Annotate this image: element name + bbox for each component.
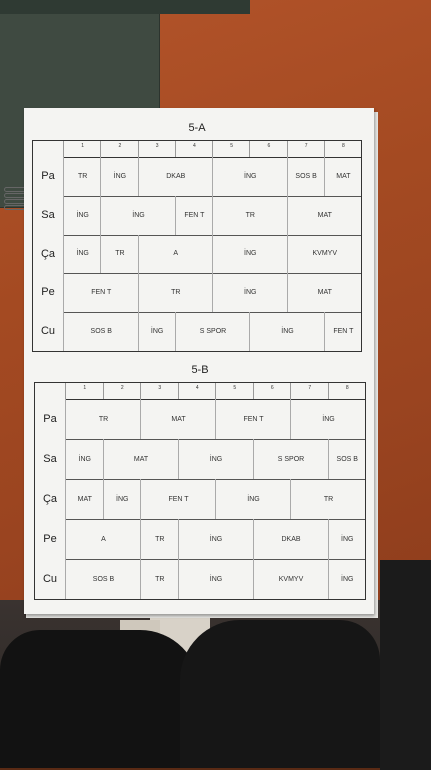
timetable-row — [63, 157, 361, 197]
lesson-cell: İNG — [178, 559, 254, 599]
lesson-cell: S SPOR — [175, 312, 251, 351]
lesson-cell: TR — [140, 559, 179, 599]
table-frame — [34, 382, 366, 600]
lesson-cell: A — [138, 235, 214, 274]
lesson-cell: KVMYV — [253, 559, 329, 599]
lesson-cell: TR — [65, 399, 141, 439]
lesson-cell: MAT — [287, 196, 363, 235]
period-number: 5 — [212, 141, 250, 157]
day-label: Ça — [40, 247, 56, 260]
chair — [380, 560, 431, 770]
table-title: 5-B — [191, 364, 209, 376]
lesson-cell: İNG — [178, 439, 254, 479]
period-number: 7 — [287, 141, 325, 157]
timetable-row — [65, 399, 365, 440]
day-label: Pe — [43, 533, 57, 545]
lesson-cell: MAT — [65, 479, 104, 519]
period-number: 6 — [253, 383, 292, 399]
lesson-cell: İNG — [138, 312, 176, 351]
lesson-cell: TR — [212, 196, 288, 235]
lesson-cell: İNG — [215, 479, 291, 519]
lesson-cell: A — [65, 519, 141, 559]
lesson-cell: İNG — [212, 157, 288, 196]
period-number: 7 — [290, 383, 329, 399]
period-number: 4 — [175, 141, 213, 157]
lesson-cell: FEN T — [175, 196, 213, 235]
period-header — [63, 141, 361, 158]
lesson-cell: TR — [138, 273, 214, 312]
notebook-cover-top — [0, 0, 250, 14]
lesson-cell: TR — [100, 235, 138, 274]
lesson-cell: SOS B — [287, 157, 325, 196]
timetable-row — [63, 273, 361, 313]
lesson-cell: TR — [63, 157, 101, 196]
day-label: Ça — [42, 493, 58, 505]
period-number: 3 — [140, 383, 179, 399]
day-label: Cu — [42, 573, 58, 585]
period-header — [65, 383, 365, 400]
lesson-cell: MAT — [140, 399, 216, 439]
period-number: 5 — [215, 383, 254, 399]
day-label: Pa — [43, 413, 57, 425]
lesson-cell: FEN T — [63, 273, 139, 312]
table-frame — [32, 140, 362, 352]
timetable-row — [65, 559, 365, 599]
lesson-cell: İNG — [103, 479, 142, 519]
period-number: 1 — [63, 141, 101, 157]
lesson-cell: İNG — [328, 519, 367, 559]
day-label: Sa — [41, 208, 55, 221]
person-leg-right — [180, 620, 380, 768]
lesson-cell: FEN T — [140, 479, 216, 519]
timetable-row — [65, 479, 365, 520]
lesson-cell: SOS B — [63, 312, 139, 351]
lesson-cell: İNG — [178, 519, 254, 559]
lesson-cell: S SPOR — [253, 439, 329, 479]
period-number: 8 — [328, 383, 367, 399]
lesson-cell: MAT — [324, 157, 362, 196]
person-leg-left — [0, 630, 200, 768]
lesson-cell: SOS B — [328, 439, 367, 479]
period-number: 1 — [65, 383, 104, 399]
timetable-row — [65, 519, 365, 560]
period-number: 6 — [249, 141, 287, 157]
lesson-cell: İNG — [63, 196, 101, 235]
lesson-cell: FEN T — [215, 399, 291, 439]
lesson-cell: İNG — [100, 157, 138, 196]
lesson-cell: SOS B — [65, 559, 141, 599]
period-number: 2 — [100, 141, 138, 157]
lesson-cell: MAT — [287, 273, 363, 312]
timetable-row — [65, 439, 365, 480]
lesson-cell: İNG — [212, 273, 288, 312]
day-label: Sa — [43, 453, 57, 465]
lesson-cell: İNG — [249, 312, 325, 351]
lesson-cell: İNG — [63, 235, 101, 274]
lesson-cell: DKAB — [253, 519, 329, 559]
day-label: Pe — [41, 286, 55, 299]
timetable-row — [63, 235, 361, 275]
lesson-cell: DKAB — [138, 157, 214, 196]
period-number: 3 — [138, 141, 176, 157]
lesson-cell: İNG — [100, 196, 176, 235]
day-label: Cu — [40, 325, 56, 338]
lesson-cell: İNG — [65, 439, 104, 479]
period-number: 4 — [178, 383, 217, 399]
lesson-cell: MAT — [103, 439, 179, 479]
lesson-cell: TR — [140, 519, 179, 559]
timetable-5b — [34, 364, 366, 600]
period-number: 8 — [324, 141, 362, 157]
lesson-cell: İNG — [212, 235, 288, 274]
lesson-cell: FEN T — [324, 312, 362, 351]
timetable-row — [63, 196, 361, 236]
lesson-cell: İNG — [328, 559, 367, 599]
lesson-cell: İNG — [290, 399, 366, 439]
timetable-5a — [32, 122, 362, 352]
lesson-cell: KVMYV — [287, 235, 363, 274]
day-label: Pa — [41, 170, 55, 182]
schedule-sheet — [24, 108, 374, 614]
table-title: 5-A — [188, 122, 206, 134]
lesson-cell: TR — [290, 479, 366, 519]
period-number: 2 — [103, 383, 142, 399]
timetable-row — [63, 312, 361, 351]
